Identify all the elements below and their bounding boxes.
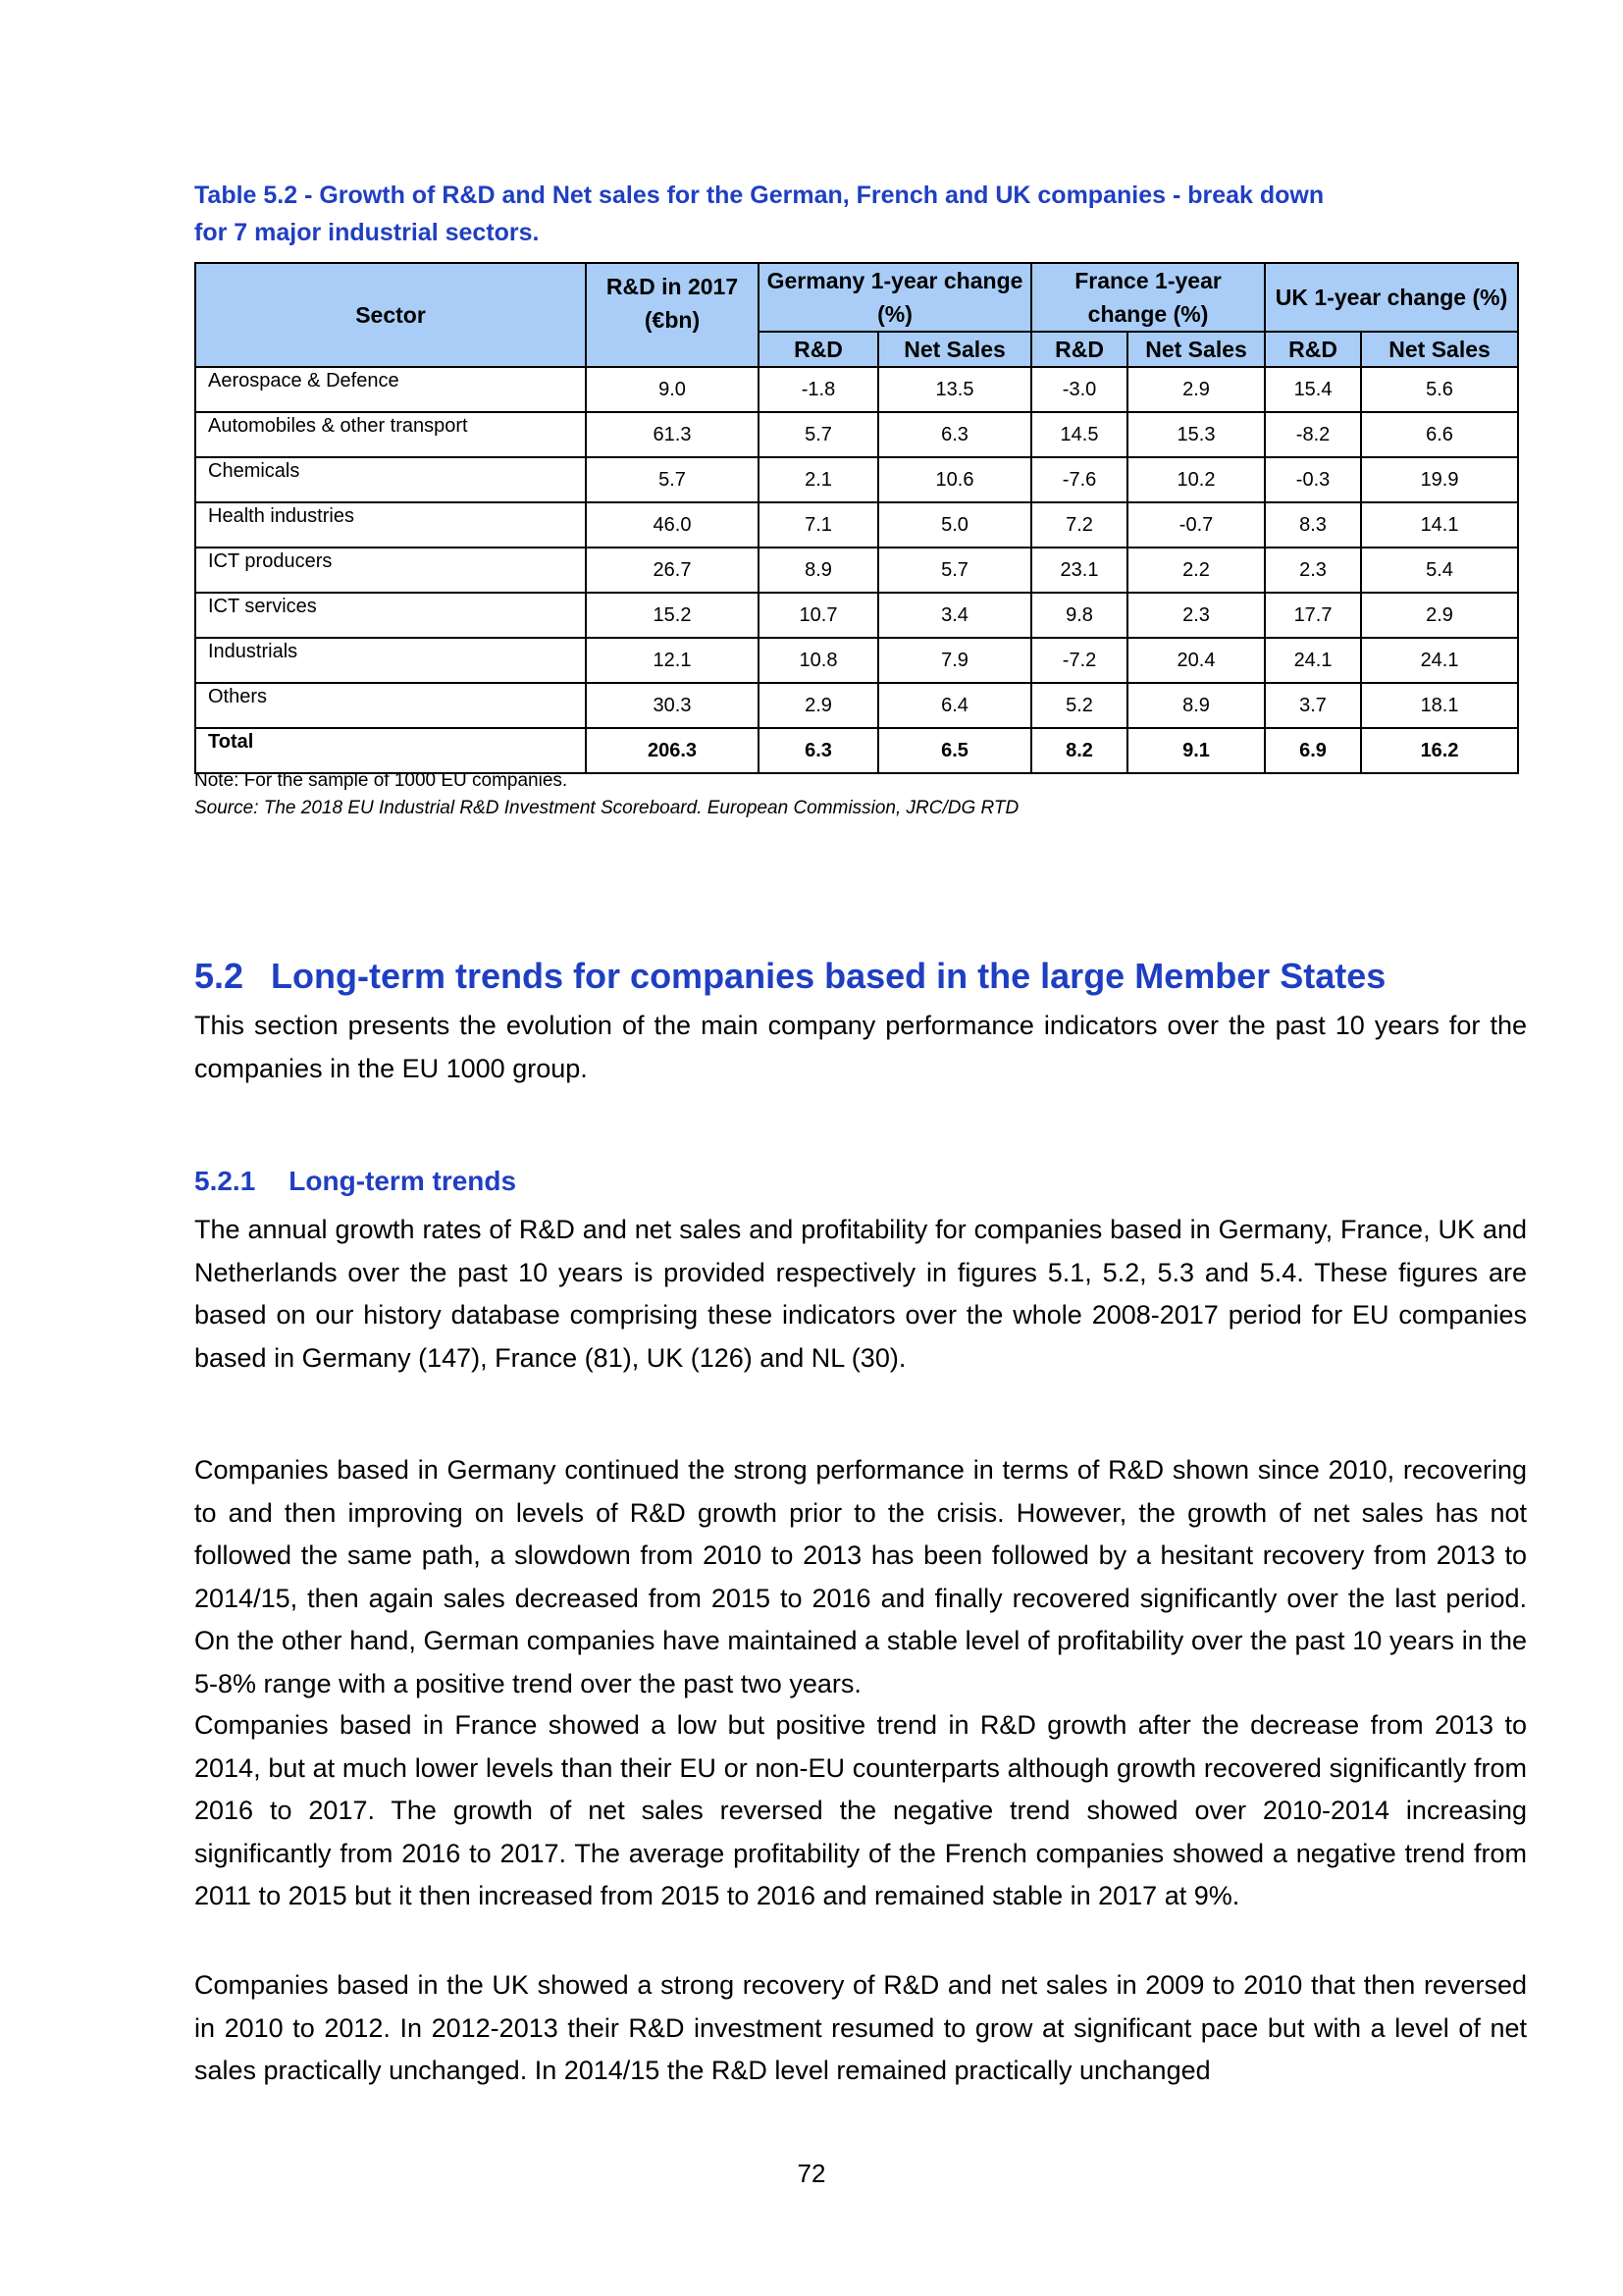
value-cell-fr-rd: 9.8 [1031,593,1127,638]
value-cell-de-ns: 5.0 [878,502,1031,548]
value-cell-rd: 15.2 [586,593,759,638]
table-row [195,638,1518,683]
value-cell-uk-ns: 19.9 [1361,457,1518,502]
value-cell-uk-rd: 2.3 [1265,548,1361,593]
value-cell-fr-ns: -0.7 [1127,502,1265,548]
sector-cell: ICT producers [195,548,586,593]
subsection-heading [194,1163,516,1200]
paragraph-uk: Companies based in the UK showed a strong recovery of R&D and net sales in 2009 to 2010 that then reversed in 2010 to 2012. In 2012-2013 their R&D investment resumed to grow at significant pace but with a level of net sales practically unchanged. In 2014/15 the R&D level remained practically unchanged [194,1970,1527,2085]
sector-cell: Total [195,728,586,773]
value-cell-uk-ns: 24.1 [1361,638,1518,683]
value-cell-de-ns: 13.5 [878,367,1031,412]
header-sector: Sector [195,263,586,367]
growth-table [194,262,1519,774]
value-cell-fr-ns: 20.4 [1127,638,1265,683]
value-cell-fr-ns: 8.9 [1127,683,1265,728]
value-cell-rd: 26.7 [586,548,759,593]
value-cell-fr-ns: 15.3 [1127,412,1265,457]
value-cell-uk-rd: 3.7 [1265,683,1361,728]
section-number: 5.2 [194,956,244,996]
value-cell-de-rd: 2.1 [759,457,878,502]
source-text: Source: The 2018 EU Industrial R&D Investment Scoreboard. European Commission, JRC/DG RTD [194,798,1020,818]
sector-cell: Others [195,683,586,728]
header-uk: UK 1-year change (%) [1265,263,1518,332]
table-row [195,593,1518,638]
value-cell-fr-rd: -3.0 [1031,367,1127,412]
value-cell-de-ns: 6.3 [878,412,1031,457]
value-cell-uk-rd: 17.7 [1265,593,1361,638]
value-cell-de-ns: 5.7 [878,548,1031,593]
sector-cell: Automobiles & other transport [195,412,586,457]
value-cell-de-ns: 3.4 [878,593,1031,638]
header-uk-rd: R&D [1265,332,1361,367]
value-cell-uk-rd: 8.3 [1265,502,1361,548]
value-cell-fr-rd: 23.1 [1031,548,1127,593]
value-cell-uk-rd: 6.9 [1265,728,1361,773]
table-row [195,683,1518,728]
value-cell-de-rd: 7.1 [759,502,878,548]
table-row [195,457,1518,502]
value-cell-fr-ns: 2.3 [1127,593,1265,638]
table-note [194,767,1019,822]
value-cell-uk-rd: -0.3 [1265,457,1361,502]
caption-line-2: for 7 major industrial sectors. [194,219,540,246]
value-cell-fr-ns: 2.9 [1127,367,1265,412]
section-intro: This section presents the evolution of the main company performance indicators over the past 10 years for the companies in the EU 1000 group. [194,1011,1527,1083]
sector-cell: ICT services [195,593,586,638]
paragraph-1: The annual growth rates of R&D and net sales and profitability for companies based in Germany, France, UK and Netherlands over the past 10 years is provided respectively in figures 5.1, 5.2, 5.3 and 5.4. These figures are based on our history database comprising these indicators over the whole 2008-2017 period for EU companies based in Germany (147), France (81), UK (126) and NL (30). [194,1215,1527,1373]
value-cell-fr-rd: 5.2 [1031,683,1127,728]
paragraph-germany: Companies based in Germany continued the strong performance in terms of R&D shown since 2010, recovering to and then improving on levels of R&D growth prior to the crisis. However, the growth of net sales has not followed the same path, a slowdown from 2010 to 2013 has been followed by a hesitant recovery from 2013 to 2014/15, then again sales decreased from 2015 to 2016 and finally recovered significantly over the last period. On the other hand, German companies have maintained a stable level of profitability over the past 10 years in the 5-8% range with a positive trend over the past two years. [194,1455,1527,1698]
value-cell-de-rd: 6.3 [759,728,878,773]
value-cell-uk-ns: 6.6 [1361,412,1518,457]
header-germany: Germany 1-year change (%) [759,263,1031,332]
value-cell-rd: 12.1 [586,638,759,683]
value-cell-fr-rd: -7.2 [1031,638,1127,683]
section-heading [194,954,1386,999]
table-row [195,548,1518,593]
header-france-rd: R&D [1031,332,1127,367]
subsection-title: Long-term trends [288,1166,517,1196]
sector-cell: Industrials [195,638,586,683]
sector-cell: Chemicals [195,457,586,502]
value-cell-uk-ns: 5.6 [1361,367,1518,412]
table-row [195,367,1518,412]
value-cell-fr-ns: 2.2 [1127,548,1265,593]
value-cell-uk-ns: 14.1 [1361,502,1518,548]
value-cell-de-ns: 6.5 [878,728,1031,773]
value-cell-uk-ns: 2.9 [1361,593,1518,638]
sector-cell: Aerospace & Defence [195,367,586,412]
value-cell-rd: 46.0 [586,502,759,548]
sector-cell: Health industries [195,502,586,548]
value-cell-de-rd: 5.7 [759,412,878,457]
value-cell-fr-rd: 14.5 [1031,412,1127,457]
value-cell-fr-rd: -7.6 [1031,457,1127,502]
header-uk-net-sales: Net Sales [1361,332,1518,367]
header-france-net-sales: Net Sales [1127,332,1265,367]
header-germany-net-sales: Net Sales [878,332,1031,367]
section-title: Long-term trends for companies based in the large Member States [271,956,1387,996]
caption-line-1: Table 5.2 - Growth of R&D and Net sales for the German, French and UK companies - break down [194,182,1325,209]
value-cell-de-ns: 6.4 [878,683,1031,728]
note-text: Note: For the sample of 1000 EU companies. [194,770,568,791]
table-row [195,502,1518,548]
value-cell-de-rd: 2.9 [759,683,878,728]
page-number: 72 [797,2159,826,2188]
value-cell-de-rd: 10.8 [759,638,878,683]
value-cell-de-rd: 10.7 [759,593,878,638]
header-germany-rd: R&D [759,332,878,367]
value-cell-de-ns: 10.6 [878,457,1031,502]
value-cell-rd: 206.3 [586,728,759,773]
value-cell-uk-ns: 18.1 [1361,683,1518,728]
header-france: France 1-year change (%) [1031,263,1265,332]
value-cell-fr-rd: 8.2 [1031,728,1127,773]
value-cell-uk-rd: -8.2 [1265,412,1361,457]
table-caption [194,177,1490,251]
value-cell-uk-rd: 24.1 [1265,638,1361,683]
value-cell-rd: 61.3 [586,412,759,457]
value-cell-de-ns: 7.9 [878,638,1031,683]
value-cell-rd: 30.3 [586,683,759,728]
header-rd-2017: R&D in 2017 (€bn) [586,263,759,367]
value-cell-fr-rd: 7.2 [1031,502,1127,548]
value-cell-de-rd: 8.9 [759,548,878,593]
value-cell-rd: 9.0 [586,367,759,412]
value-cell-uk-ns: 5.4 [1361,548,1518,593]
table-row [195,412,1518,457]
value-cell-fr-ns: 10.2 [1127,457,1265,502]
value-cell-uk-rd: 15.4 [1265,367,1361,412]
subsection-number: 5.2.1 [194,1166,256,1196]
value-cell-fr-ns: 9.1 [1127,728,1265,773]
paragraph-france: Companies based in France showed a low but positive trend in R&D growth after the decrease from 2013 to 2014, but at much lower levels than their EU or non-EU counterparts although growth recovered significantly from 2016 to 2017. The growth of net sales reversed the negative trend showed over 2010-2014 increasing significantly from 2016 to 2017. The average profitability of the French companies showed a negative trend from 2011 to 2015 but it then increased from 2015 to 2016 and remained stable in 2017 at 9%. [194,1710,1527,1910]
value-cell-rd: 5.7 [586,457,759,502]
value-cell-uk-ns: 16.2 [1361,728,1518,773]
value-cell-de-rd: -1.8 [759,367,878,412]
